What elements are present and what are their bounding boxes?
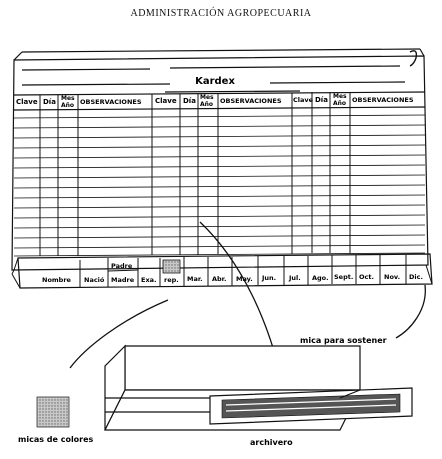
label-nacio: Nació — [84, 276, 105, 284]
header-observaciones: OBSERVACIONES — [80, 98, 142, 106]
label-rep: rep. — [164, 276, 179, 284]
column-headers-group-3 — [293, 93, 414, 107]
header-clave: Clave — [16, 98, 38, 106]
label-month: May. — [236, 275, 253, 283]
micas-swatch — [37, 397, 69, 427]
header-mes: Mes — [333, 93, 347, 100]
header-clave: Clave — [293, 96, 314, 104]
header-ano: Año — [333, 100, 347, 107]
colored-mica-tab — [163, 260, 180, 273]
header-ano: Año — [200, 101, 214, 108]
label-month: Mar. — [187, 275, 203, 283]
column-headers-group-1 — [16, 95, 142, 109]
label-month: Ago. — [312, 274, 329, 282]
label-month: Oct. — [359, 273, 374, 281]
page-title: ADMINISTRACIÓN AGROPECUARIA — [130, 8, 312, 19]
label-madre: Madre — [111, 276, 135, 284]
header-dia: Día — [315, 96, 328, 104]
leader-mica-sostener — [396, 285, 425, 338]
label-month: Abr. — [212, 275, 227, 283]
header-ano: Año — [61, 102, 75, 109]
header-observaciones: OBSERVACIONES — [220, 97, 282, 105]
header-dia: Día — [183, 97, 196, 105]
label-month: Dic. — [409, 273, 423, 281]
kardex-grid — [14, 115, 425, 256]
label-month: Jul. — [289, 274, 301, 282]
label-month: Sept. — [334, 273, 354, 281]
header-clave: Clave — [155, 97, 177, 105]
label-micas-colores: micas de colores — [18, 435, 94, 444]
label-archivero: archivero — [250, 438, 293, 447]
label-mica-sostener: mica para sostener — [300, 336, 387, 345]
header-mes: Mes — [61, 95, 75, 102]
header-observaciones: OBSERVACIONES — [352, 96, 414, 104]
archivero-drawer — [105, 346, 412, 430]
label-exa: Exa. — [141, 276, 157, 284]
label-nombre: Nombre — [42, 276, 71, 284]
label-padre: Padre — [111, 262, 133, 270]
label-month: Jun. — [262, 274, 277, 282]
header-dia: Día — [43, 98, 56, 106]
header-mes: Mes — [200, 94, 214, 101]
label-month: Nov. — [384, 273, 401, 281]
kardex-title: Kardex — [195, 76, 235, 87]
